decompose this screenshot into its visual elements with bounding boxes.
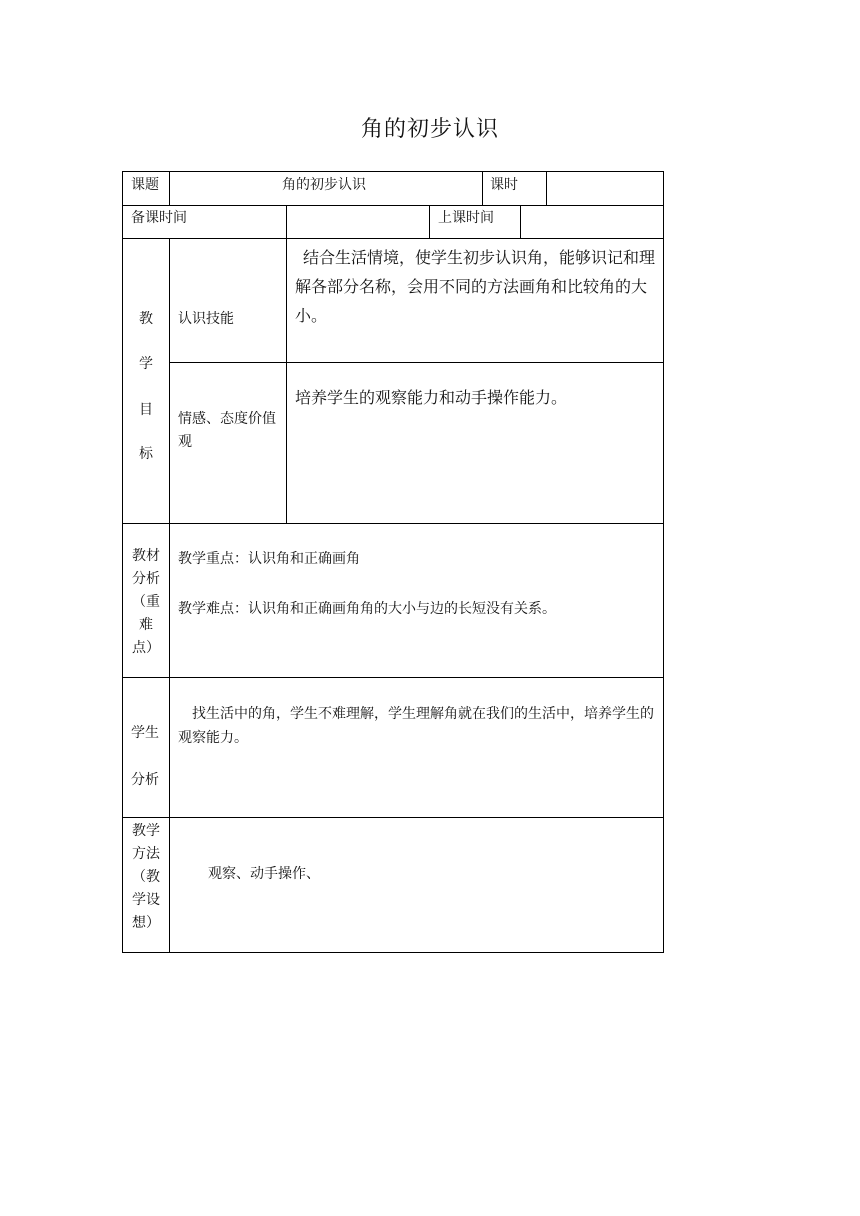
student-label-line2: 分析 bbox=[131, 772, 159, 788]
table-border bbox=[122, 171, 123, 953]
goals-label-char: 教 bbox=[139, 311, 153, 327]
table-border bbox=[520, 205, 521, 238]
method-label-line: 学设 bbox=[132, 892, 160, 908]
student-label-line1: 学生 bbox=[131, 725, 159, 741]
student-text: 找生活中的角，学生不难理解，学生理解角就在我们的生活中，培养学生的观察能力。 bbox=[178, 706, 654, 746]
period-label: 课时 bbox=[490, 177, 518, 193]
method-label bbox=[126, 820, 166, 935]
material-label-line: （重 bbox=[132, 594, 160, 610]
goals-label-char: 目 bbox=[139, 402, 153, 418]
method-text: 观察、动手操作、 bbox=[208, 866, 320, 882]
material-label bbox=[126, 545, 166, 660]
key-point: 教学重点：认识角和正确画角 bbox=[178, 551, 360, 567]
method-label-line: （教 bbox=[132, 869, 160, 885]
document-title: 角的初步认识 bbox=[360, 117, 499, 142]
emotion-text: 培养学生的观察能力和动手操作能力。 bbox=[295, 388, 568, 407]
method-label-line: 教学 bbox=[132, 823, 160, 839]
material-label-line: 教材 bbox=[132, 548, 160, 564]
material-label-line: 分析 bbox=[132, 571, 160, 587]
table-border bbox=[122, 238, 664, 239]
table-border bbox=[429, 205, 430, 238]
topic-label: 课题 bbox=[131, 177, 159, 193]
class-time-label: 上课时间 bbox=[438, 210, 494, 226]
table-border bbox=[286, 205, 287, 238]
table-border bbox=[122, 523, 664, 524]
table-border bbox=[122, 205, 664, 206]
material-label-line: 难 bbox=[139, 617, 153, 633]
table-border bbox=[286, 238, 287, 523]
topic-value: 角的初步认识 bbox=[282, 177, 366, 193]
emotion-label-line2: 观 bbox=[178, 434, 192, 450]
method-label-line: 方法 bbox=[132, 846, 160, 862]
table-border bbox=[122, 171, 664, 172]
table-border bbox=[122, 952, 664, 953]
skill-label: 认识技能 bbox=[178, 311, 234, 327]
table-border bbox=[663, 171, 664, 953]
table-border bbox=[482, 171, 483, 205]
table-border bbox=[546, 171, 547, 205]
table-border bbox=[122, 677, 664, 678]
table-border bbox=[169, 238, 170, 953]
material-label-line: 点） bbox=[132, 640, 160, 656]
prep-time-label: 备课时间 bbox=[131, 210, 187, 226]
emotion-label-line1: 情感、态度价值 bbox=[178, 411, 276, 427]
goals-label bbox=[131, 308, 161, 463]
goals-label-char: 学 bbox=[139, 356, 153, 372]
difficult-point: 教学难点：认识角和正确画角角的大小与边的长短没有关系。 bbox=[178, 601, 556, 617]
table-border bbox=[169, 171, 170, 205]
table-border bbox=[169, 362, 664, 363]
method-label-line: 想） bbox=[132, 915, 160, 931]
goals-label-char: 标 bbox=[139, 446, 153, 462]
skill-text: 结合生活情境，使学生初步认识角，能够识记和理解各部分名称，会用不同的方法画角和比较角的大小。 bbox=[295, 248, 656, 325]
table-border bbox=[122, 817, 664, 818]
